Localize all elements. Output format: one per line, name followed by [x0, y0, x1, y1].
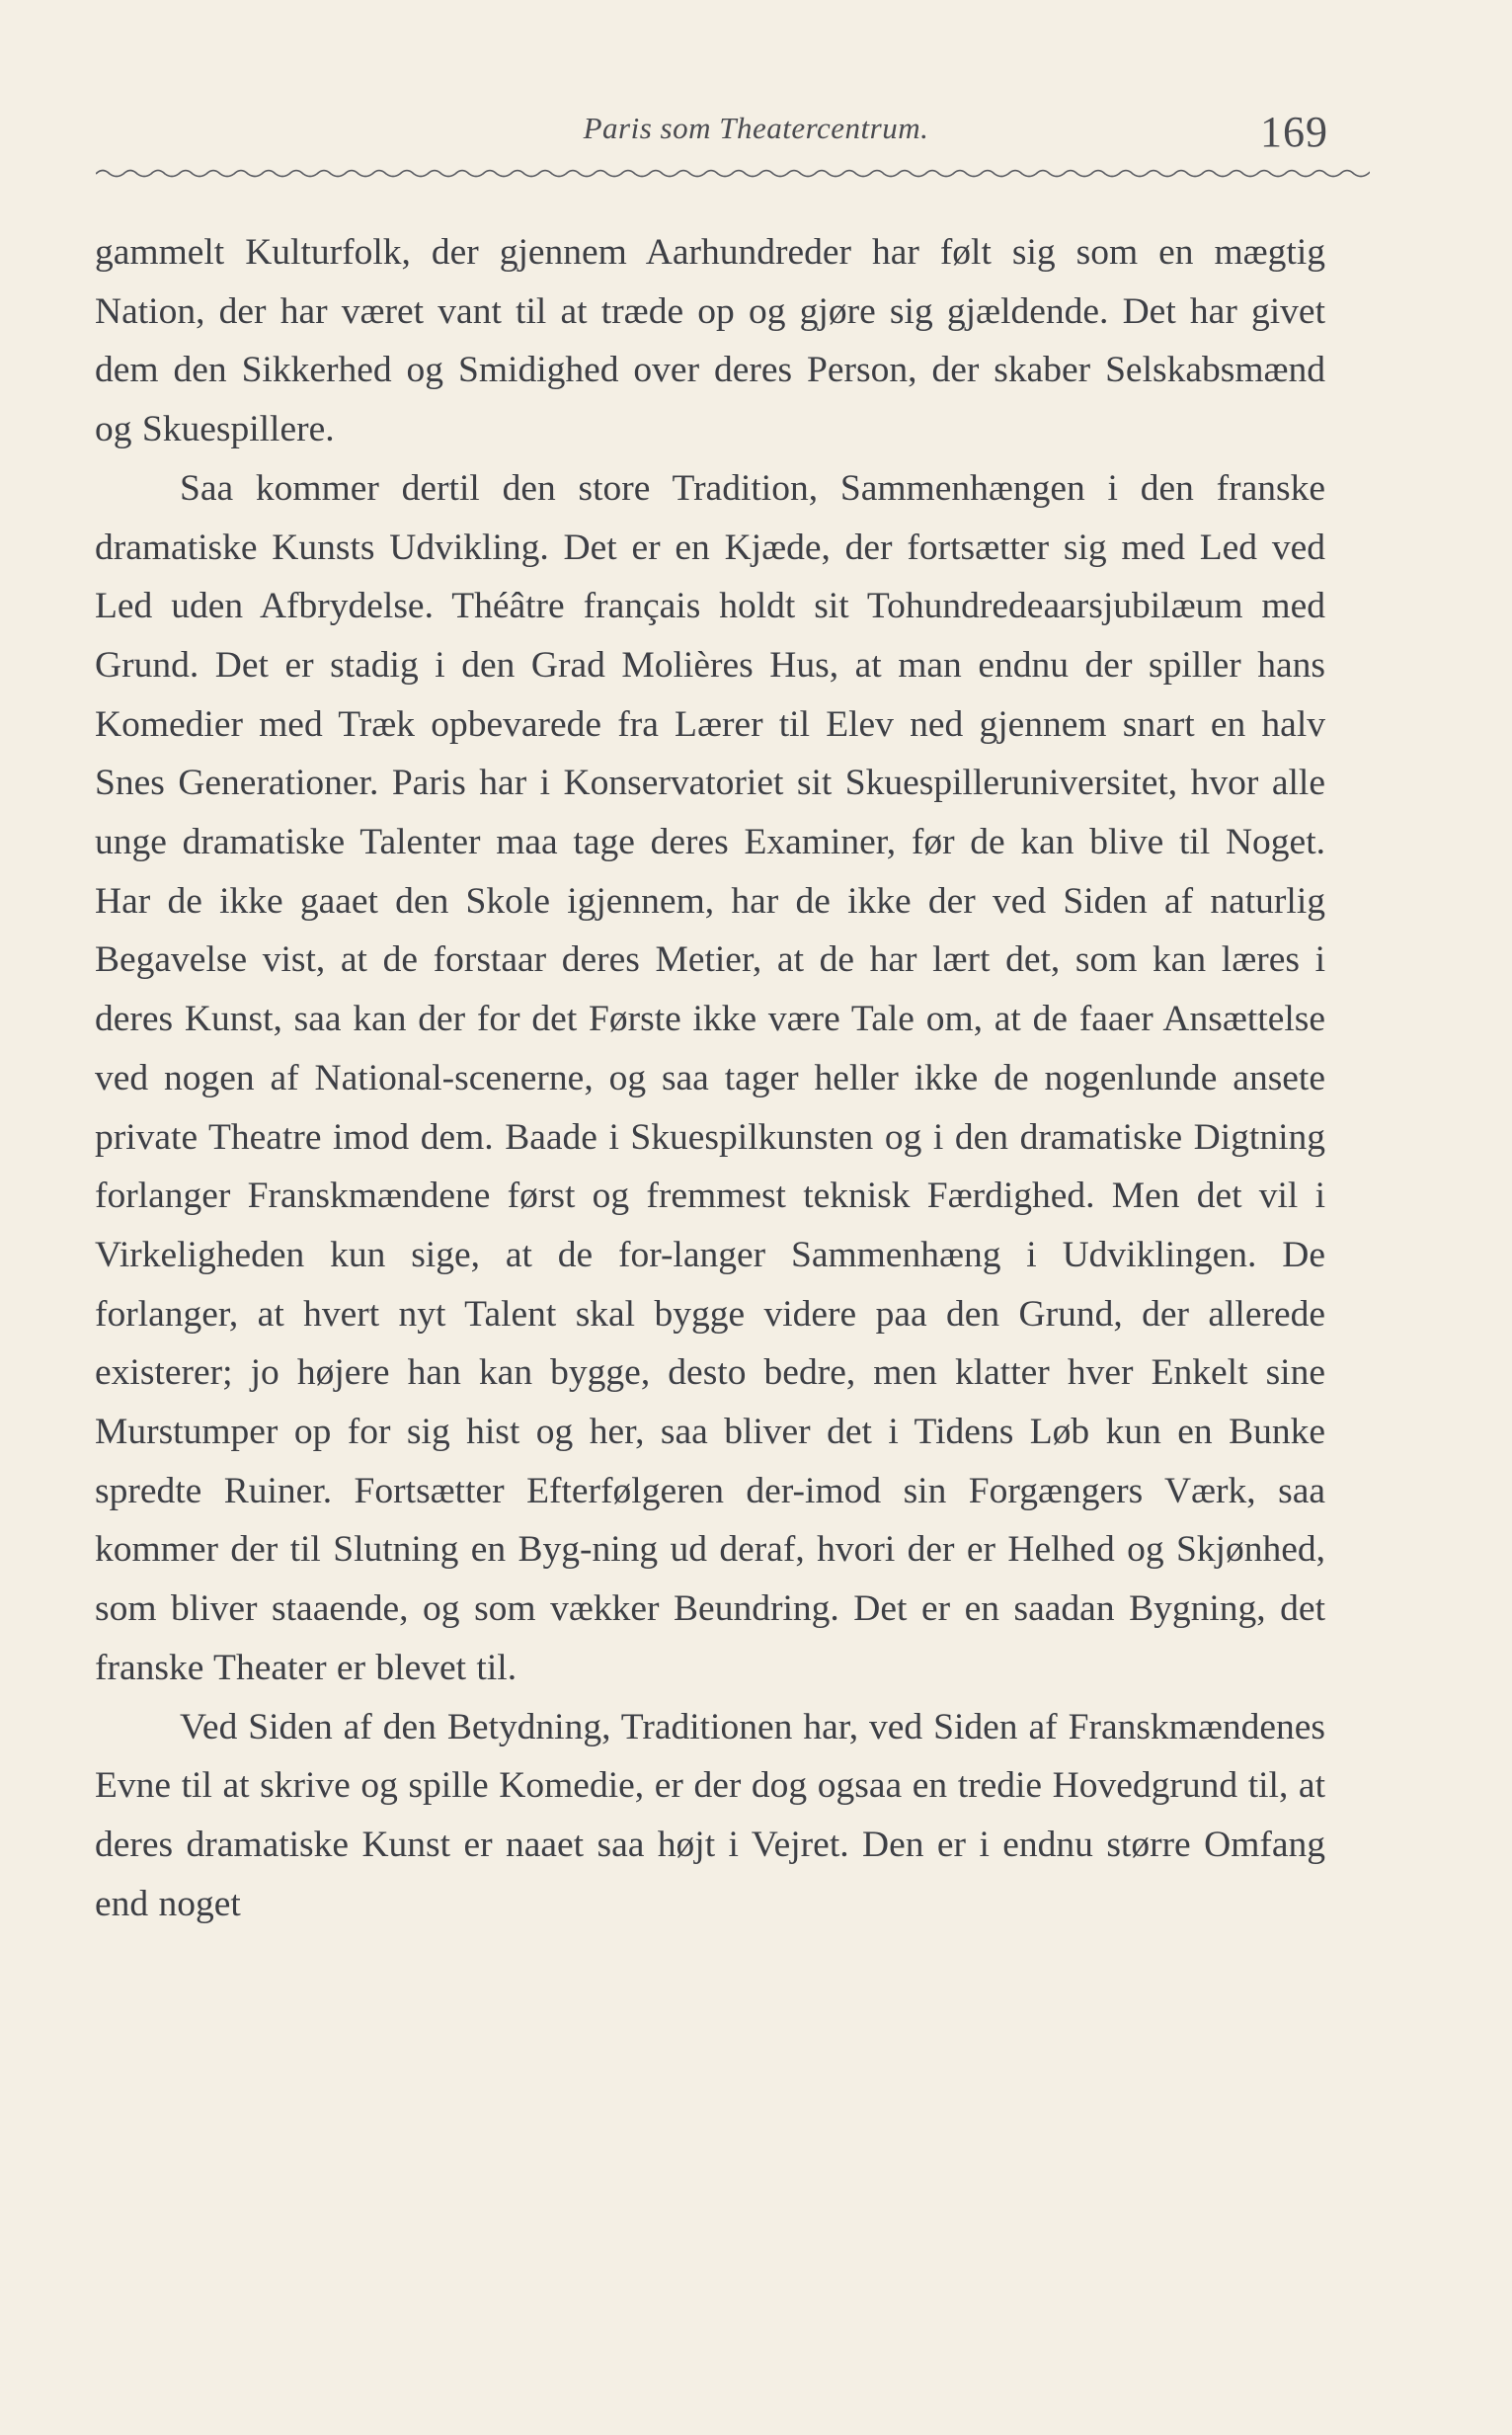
paragraph-3: Ved Siden af den Betydning, Traditionen har, ved Siden af Franskmændenes Evne til at skrive og spille Komedie, er der dog ogsaa en tredie Hovedgrund til, at deres dramatiske Kunst er naaet saa højt i Vejret. Den er i endnu større Omfang end noget — [95, 1706, 1325, 1924]
running-title: Paris som Theatercentrum. — [583, 111, 929, 145]
page-number: 169 — [1260, 108, 1328, 156]
paragraph-1: gammelt Kulturfolk, der gjennem Aarhundreder har følt sig som en mægtig Nation, der har været vant til at træde op og gjøre sig gjældende. Det har givet dem den Sikkerhed og Smidighed over deres Person, der skaber Selskabsmænd og Skuespillere. — [95, 232, 1325, 450]
paragraph-2: Saa kommer dertil den store Tradition, Sammenhængen i den franske dramatiske Kunsts Udvikling. Det er en Kjæde, der fortsætter sig med Led ved Led uden Afbrydelse. Théâtre français holdt sit Tohundredeaarsjubilæum med Grund. Det er stadig i den Grad Molières Hus, at man endnu der spiller hans Komedier med Træk opbevarede fra Lærer til Elev ned gjennem snart en halv Snes Generationer. Paris har i Konservatoriet sit Skuespilleruniversitet, hvor alle unge dramatiske Talenter maa tage deres Examiner, før de kan blive til Noget. Har de ikke gaaet den Skole igjennem, har de ikke der ved Siden af naturlig Begavelse vist, at de forstaar deres Metier, at de har lært det, som kan læres i deres Kunst, saa kan der for det Første ikke være Tale om, at de faaer Ansættelse ved nogen af National-scenerne, og saa tager heller ikke de nogenlunde ansete private Theatre imod dem. Baade i Skuespilkunsten og i den dramatiske Digtning forlanger Franskmændene først og fremmest teknisk Færdighed. Men det vil i Virkeligheden kun sige, at de for-langer Sammenhæng i Udviklingen. De forlanger, at hvert nyt Talent skal bygge videre paa den Grund, der allerede existerer; jo højere han kan bygge, desto bedre, men klatter hver Enkelt sine Murstumper op for sig hist og her, saa bliver det i Tidens Løb kun en Bunke spredte Ruiner. Fortsætter Efterfølgeren der-imod sin Forgængers Værk, saa kommer der til Slutning en Byg-ning ud deraf, hvori der er Helhed og Skjønhed, som bliver staaende, og som vækker Beundring. Det er en saadan Bygning, det franske Theater er blevet til. — [95, 467, 1325, 1688]
body-text — [95, 223, 1325, 1933]
decorative-wavy-rule — [96, 164, 1370, 182]
